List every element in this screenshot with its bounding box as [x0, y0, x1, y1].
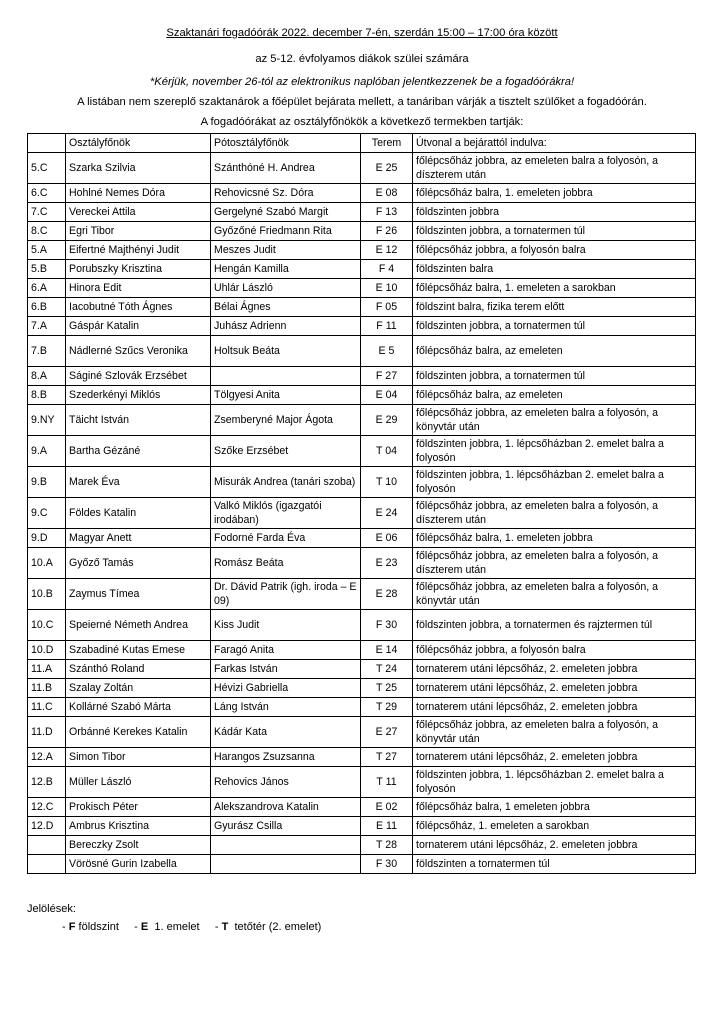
cell-route: főlépcsőház jobbra, a folyosón balra: [413, 641, 696, 660]
cell-class: 6.C: [28, 184, 66, 203]
cell-class: 8.A: [28, 367, 66, 386]
table-row: [28, 817, 696, 836]
table-row: [28, 579, 696, 610]
cell-class: 12.C: [28, 798, 66, 817]
cell-room: E 14: [361, 641, 413, 660]
cell-class: 8.C: [28, 222, 66, 241]
table-row: [28, 279, 696, 298]
cell-deputy: Szánthóné H. Andrea: [211, 153, 361, 184]
table-row: [28, 467, 696, 498]
cell-route: főlépcsőház jobbra, az emeleten balra a folyosón, a könyvtár után: [413, 405, 696, 436]
cell-room: F 05: [361, 298, 413, 317]
column-header-deputy: Pótosztályfőnök: [211, 134, 361, 153]
cell-route: főlépcsőház jobbra, a folyosón balra: [413, 241, 696, 260]
table-row: [28, 386, 696, 405]
cell-deputy: [211, 836, 361, 855]
cell-room: E 28: [361, 579, 413, 610]
cell-deputy: Kádár Kata: [211, 717, 361, 748]
cell-class: 5.B: [28, 260, 66, 279]
cell-deputy: Uhlár László: [211, 279, 361, 298]
table-row: [28, 298, 696, 317]
table-row: [28, 336, 696, 367]
cell-teacher: Müller László: [66, 767, 211, 798]
legend-code-t: T: [221, 921, 229, 933]
cell-deputy: Gyurász Csilla: [211, 817, 361, 836]
table-row: [28, 717, 696, 748]
cell-class: 5.A: [28, 241, 66, 260]
table-row: [28, 610, 696, 641]
cell-route: főlépcsőház jobbra, az emeleten balra a folyosón, a díszterem után: [413, 153, 696, 184]
cell-deputy: Harangos Zsuzsanna: [211, 748, 361, 767]
cell-route: főlépcsőház jobbra, az emeleten balra a folyosón, a díszterem után: [413, 548, 696, 579]
cell-deputy: Romász Beáta: [211, 548, 361, 579]
cell-deputy: Misurák Andrea (tanári szoba): [211, 467, 361, 498]
legend-text-e: 1. emelet: [154, 921, 200, 933]
cell-teacher: Gáspár Katalin: [66, 317, 211, 336]
legend-text-t: tetőtér (2. emelet): [234, 921, 322, 933]
cell-deputy: Láng István: [211, 698, 361, 717]
cell-class: 9.B: [28, 467, 66, 498]
cell-route: tornaterem utáni lépcsőház, 2. emeleten jobbra: [413, 698, 696, 717]
cell-room: T 25: [361, 679, 413, 698]
cell-teacher: Szarka Szilvia: [66, 153, 211, 184]
cell-room: T 29: [361, 698, 413, 717]
cell-teacher: Zaymus Tímea: [66, 579, 211, 610]
cell-teacher: Hohlné Nemes Dóra: [66, 184, 211, 203]
cell-room: T 27: [361, 748, 413, 767]
cell-deputy: Holtsuk Beáta: [211, 336, 361, 367]
cell-teacher: Ságiné Szlovák Erzsébet: [66, 367, 211, 386]
cell-room: T 24: [361, 660, 413, 679]
cell-class: 9.D: [28, 529, 66, 548]
cell-deputy: Zsemberyné Major Ágota: [211, 405, 361, 436]
table-intro: A fogadóórákat az osztályfőnökök a következő termekben tartják:: [200, 116, 524, 128]
table-row: [28, 798, 696, 817]
cell-class: 6.B: [28, 298, 66, 317]
cell-deputy: Juhász Adrienn: [211, 317, 361, 336]
cell-deputy: Rehovicsné Sz. Dóra: [211, 184, 361, 203]
cell-route: tornaterem utáni lépcsőház, 2. emeleten jobbra: [413, 748, 696, 767]
cell-teacher: Győző Tamás: [66, 548, 211, 579]
cell-room: E 29: [361, 405, 413, 436]
cell-route: földszinten balra: [413, 260, 696, 279]
cell-room: F 4: [361, 260, 413, 279]
cell-deputy: Hengán Kamilla: [211, 260, 361, 279]
legend-text-f: földszint: [78, 921, 119, 933]
cell-room: F 26: [361, 222, 413, 241]
cell-deputy: Faragó Anita: [211, 641, 361, 660]
table-body: [28, 153, 696, 874]
cell-room: T 04: [361, 436, 413, 467]
cell-deputy: Farkas István: [211, 660, 361, 679]
cell-deputy: Győzőné Friedmann Rita: [211, 222, 361, 241]
cell-route: főlépcsőház balra, az emeleten: [413, 336, 696, 367]
cell-class: 10.D: [28, 641, 66, 660]
cell-room: E 27: [361, 717, 413, 748]
cell-teacher: Bartha Gézáné: [66, 436, 211, 467]
cell-class: 11.A: [28, 660, 66, 679]
cell-class: 12.D: [28, 817, 66, 836]
cell-class: 7.B: [28, 336, 66, 367]
cell-deputy: Meszes Judit: [211, 241, 361, 260]
cell-route: főlépcsőház jobbra, az emeleten balra a folyosón, a könyvtár után: [413, 717, 696, 748]
registration-note: *Kérjük, november 26-tól az elektronikus naplóban jelentkezzenek be a fogadóórákra!: [149, 76, 575, 88]
table-row: [28, 203, 696, 222]
cell-class: 9.C: [28, 498, 66, 529]
cell-route: földszinten jobbra: [413, 203, 696, 222]
cell-teacher: Szabadiné Kutas Emese: [66, 641, 211, 660]
cell-route: földszinten jobbra, 1. lépcsőházban 2. emelet balra a folyosón: [413, 467, 696, 498]
cell-class: 12.B: [28, 767, 66, 798]
cell-teacher: Szederkényi Miklós: [66, 386, 211, 405]
legend-code-f: F: [68, 921, 76, 933]
consultation-table: [27, 133, 696, 874]
column-header-teacher: Osztályfőnök: [66, 134, 211, 153]
table-row: [28, 641, 696, 660]
cell-class: 9.A: [28, 436, 66, 467]
cell-room: E 12: [361, 241, 413, 260]
cell-route: földszinten jobbra, 1. lépcsőházban 2. emelet balra a folyosón: [413, 767, 696, 798]
cell-deputy: Tölgyesi Anita: [211, 386, 361, 405]
table-row: [28, 436, 696, 467]
legend-code-e: E: [140, 921, 149, 933]
cell-route: tornaterem utáni lépcsőház, 2. emeleten jobbra: [413, 660, 696, 679]
cell-room: F 27: [361, 367, 413, 386]
cell-route: főlépcsőház balra, 1. emeleten jobbra: [413, 529, 696, 548]
cell-teacher: Orbánné Kerekes Katalin: [66, 717, 211, 748]
column-header-route: Útvonal a bejárattól indulva:: [413, 134, 696, 153]
cell-teacher: Kollárné Szabó Márta: [66, 698, 211, 717]
cell-route: tornaterem utáni lépcsőház, 2. emeleten jobbra: [413, 679, 696, 698]
cell-route: földszinten jobbra, a tornatermen túl: [413, 367, 696, 386]
cell-class: [28, 836, 66, 855]
cell-teacher: Nádlerné Szűcs Veronika: [66, 336, 211, 367]
cell-route: főlépcsőház jobbra, az emeleten balra a folyosón, a könyvtár után: [413, 579, 696, 610]
cell-room: T 28: [361, 836, 413, 855]
cell-route: földszinten jobbra, a tornatermen túl: [413, 222, 696, 241]
cell-class: 8.B: [28, 386, 66, 405]
cell-room: T 10: [361, 467, 413, 498]
cell-teacher: Porubszky Krisztina: [66, 260, 211, 279]
cell-room: T 11: [361, 767, 413, 798]
cell-route: földszint balra, fizika terem előtt: [413, 298, 696, 317]
cell-teacher: Vörösné Gurin Izabella: [66, 855, 211, 874]
cell-route: főlépcsőház jobbra, az emeleten balra a folyosón, a díszterem után: [413, 498, 696, 529]
cell-room: E 23: [361, 548, 413, 579]
table-row: [28, 698, 696, 717]
cell-class: 6.A: [28, 279, 66, 298]
cell-deputy: Valkó Miklós (igazgatói irodában): [211, 498, 361, 529]
cell-teacher: Iacobutné Tóth Ágnes: [66, 298, 211, 317]
cell-route: főlépcsőház balra, 1 emeleten jobbra: [413, 798, 696, 817]
cell-class: 11.B: [28, 679, 66, 698]
cell-teacher: Hinora Edit: [66, 279, 211, 298]
cell-room: E 02: [361, 798, 413, 817]
cell-deputy: Gergelyné Szabó Margit: [211, 203, 361, 222]
legend-title: Jelölések:: [27, 903, 76, 915]
cell-room: F 30: [361, 610, 413, 641]
table-row: [28, 548, 696, 579]
cell-room: E 08: [361, 184, 413, 203]
cell-route: földszinten jobbra, 1. lépcsőházban 2. emelet balra a folyosón: [413, 436, 696, 467]
cell-deputy: Bélai Ágnes: [211, 298, 361, 317]
column-header-class: [28, 134, 66, 153]
table-row: [28, 855, 696, 874]
cell-teacher: Magyar Anett: [66, 529, 211, 548]
cell-route: földszinten a tornatermen túl: [413, 855, 696, 874]
cell-room: E 10: [361, 279, 413, 298]
cell-teacher: Ambrus Krisztina: [66, 817, 211, 836]
cell-class: 11.D: [28, 717, 66, 748]
table-row: [28, 498, 696, 529]
document-subtitle: az 5-12. évfolyamos diákok szülei számára: [255, 53, 469, 65]
cell-room: E 5: [361, 336, 413, 367]
table-row: [28, 367, 696, 386]
cell-teacher: Földes Katalin: [66, 498, 211, 529]
cell-deputy: [211, 855, 361, 874]
table-row: [28, 153, 696, 184]
cell-class: 12.A: [28, 748, 66, 767]
cell-class: [28, 855, 66, 874]
table-row: [28, 241, 696, 260]
cell-teacher: Szalay Zoltán: [66, 679, 211, 698]
cell-route: főlépcsőház balra, 1. emeleten a sarokban: [413, 279, 696, 298]
table-header-row: [28, 134, 696, 153]
cell-deputy: [211, 367, 361, 386]
cell-deputy: Fodorné Farda Éva: [211, 529, 361, 548]
cell-teacher: Täicht István: [66, 405, 211, 436]
cell-room: F 30: [361, 855, 413, 874]
cell-route: tornaterem utáni lépcsőház, 2. emeleten jobbra: [413, 836, 696, 855]
cell-route: földszinten jobbra, a tornatermen és rajztermen túl: [413, 610, 696, 641]
cell-deputy: Szőke Erzsébet: [211, 436, 361, 467]
cell-room: F 13: [361, 203, 413, 222]
table-row: [28, 405, 696, 436]
cell-deputy: Rehovics János: [211, 767, 361, 798]
cell-teacher: Bereczky Zsolt: [66, 836, 211, 855]
cell-deputy: Kiss Judit: [211, 610, 361, 641]
table-row: [28, 679, 696, 698]
cell-route: főlépcsőház, 1. emeleten a sarokban: [413, 817, 696, 836]
table-row: [28, 184, 696, 203]
cell-route: földszinten jobbra, a tornatermen túl: [413, 317, 696, 336]
cell-room: E 24: [361, 498, 413, 529]
cell-class: 7.C: [28, 203, 66, 222]
cell-class: 7.A: [28, 317, 66, 336]
cell-teacher: Marek Éva: [66, 467, 211, 498]
table-row: [28, 660, 696, 679]
cell-route: főlépcsőház balra, 1. emeleten jobbra: [413, 184, 696, 203]
column-header-room: Terem: [361, 134, 413, 153]
table-row: [28, 748, 696, 767]
cell-room: E 04: [361, 386, 413, 405]
cell-class: 9.NY: [28, 405, 66, 436]
cell-class: 5.C: [28, 153, 66, 184]
cell-teacher: Vereckei Attila: [66, 203, 211, 222]
cell-route: főlépcsőház balra, az emeleten: [413, 386, 696, 405]
cell-class: 10.C: [28, 610, 66, 641]
table-row: [28, 317, 696, 336]
table-row: [28, 836, 696, 855]
cell-teacher: Speierné Németh Andrea: [66, 610, 211, 641]
info-note: A listában nem szereplő szaktanárok a főépület bejárata mellett, a tanáriban várják a tisztelt szülőket a fogadóórán.: [77, 96, 647, 108]
legend: - F földszint - E 1. emelet - T tetőtér (2. emelet): [62, 921, 322, 933]
cell-class: 11.C: [28, 698, 66, 717]
cell-teacher: Simon Tibor: [66, 748, 211, 767]
cell-deputy: Hévizi Gabriella: [211, 679, 361, 698]
cell-room: F 11: [361, 317, 413, 336]
cell-teacher: Eifertné Majthényi Judit: [66, 241, 211, 260]
cell-class: 10.A: [28, 548, 66, 579]
table-row: [28, 260, 696, 279]
cell-teacher: Egri Tibor: [66, 222, 211, 241]
cell-teacher: Szánthó Roland: [66, 660, 211, 679]
cell-room: E 25: [361, 153, 413, 184]
document-title: Szaktanári fogadóórák 2022. december 7-én, szerdán 15:00 – 17:00 óra között: [166, 27, 558, 39]
table-row: [28, 767, 696, 798]
table-row: [28, 529, 696, 548]
cell-room: E 06: [361, 529, 413, 548]
cell-deputy: Alekszandrova Katalin: [211, 798, 361, 817]
cell-room: E 11: [361, 817, 413, 836]
cell-deputy: Dr. Dávid Patrik (igh. iroda – E 09): [211, 579, 361, 610]
cell-teacher: Prokisch Péter: [66, 798, 211, 817]
table-row: [28, 222, 696, 241]
cell-class: 10.B: [28, 579, 66, 610]
